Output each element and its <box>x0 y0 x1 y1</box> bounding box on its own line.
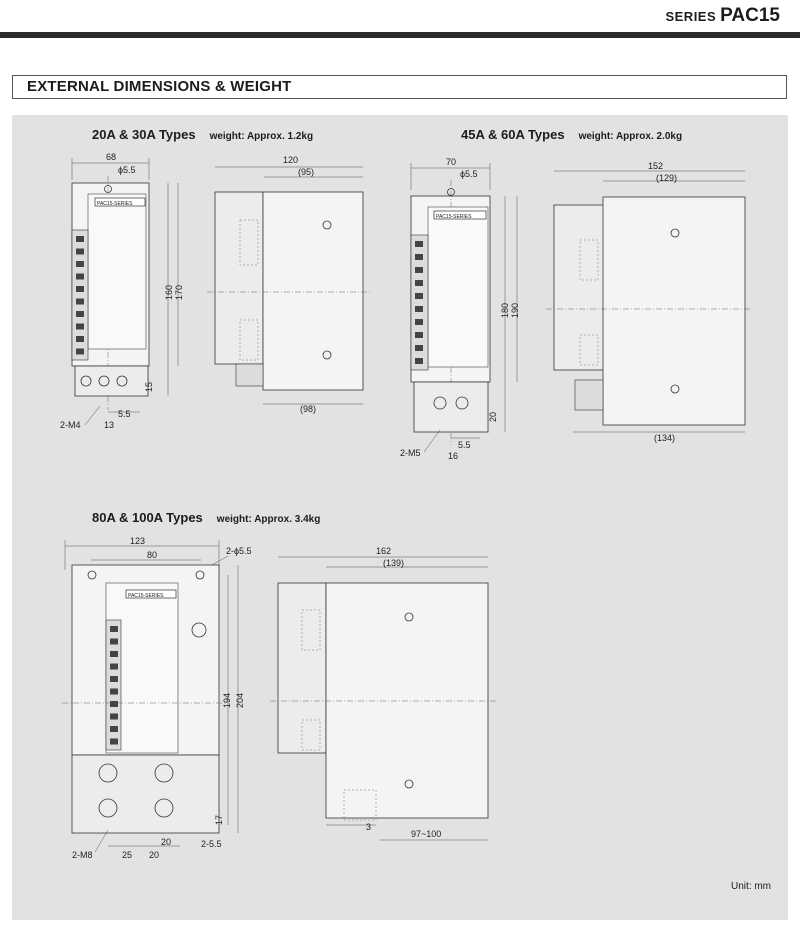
terminal-screw <box>110 726 118 732</box>
dim-20: 20 <box>488 411 498 422</box>
terminal-screw <box>76 236 84 242</box>
terminal-screw <box>415 254 423 260</box>
dim-inner: (95) <box>298 167 315 177</box>
dim-bottom: (134) <box>654 433 676 443</box>
dim-h1: 180 <box>500 302 510 318</box>
dim-inner: (129) <box>656 173 678 183</box>
terminal-screw <box>415 306 423 312</box>
terminal-screw <box>415 280 423 286</box>
front-view-80a-100a <box>62 536 252 860</box>
device-label: PAC15-SERIES <box>436 214 472 220</box>
terminal-screw <box>415 358 423 364</box>
terminal-screw <box>76 336 84 342</box>
screw-label: 2-M4 <box>60 420 81 430</box>
dim-h1: 160 <box>164 284 174 300</box>
dim-bottom: (98) <box>300 404 317 414</box>
dim-total: 152 <box>648 161 664 171</box>
type-name: 45A & 60A Types <box>461 127 565 142</box>
front-view-20a-30a <box>60 152 184 430</box>
dim-20-a: 20 <box>161 837 172 847</box>
device-label: PAC15-SERIES <box>128 593 164 599</box>
terminal-screw <box>110 626 118 632</box>
series-label: SERIES <box>665 9 717 24</box>
terminal-screw <box>76 261 84 267</box>
dim-20-b: 20 <box>149 850 160 860</box>
screw-label: 2-M5 <box>400 448 421 458</box>
dim-17: 17 <box>214 814 224 825</box>
terminal-screw <box>110 689 118 695</box>
terminal-screw <box>110 701 118 707</box>
dim-5-5: 5.5 <box>118 409 131 419</box>
terminal-screw <box>415 293 423 299</box>
dim-3: 3 <box>366 822 372 832</box>
terminal-screw <box>110 651 118 657</box>
dim-15: 15 <box>144 381 154 392</box>
dim-hole: ϕ5.5 <box>460 169 478 179</box>
terminal-screw <box>415 241 423 247</box>
dim-h1: 194 <box>222 692 232 708</box>
side-view-80a-100a <box>270 546 496 840</box>
dim-width: 123 <box>130 536 146 546</box>
terminal-screw <box>110 714 118 720</box>
dim-total: 120 <box>283 155 299 165</box>
weight-label: weight: Approx. 1.2kg <box>209 131 314 142</box>
dim-25: 25 <box>122 850 133 860</box>
terminal-screw <box>76 249 84 255</box>
model-label: PAC15 <box>720 5 780 26</box>
device-label: PAC15-SERIES <box>97 201 133 207</box>
side-view-20a-30a <box>207 155 370 414</box>
terminal-screw <box>110 739 118 745</box>
dim-13: 13 <box>104 420 115 430</box>
terminal-screw <box>76 286 84 292</box>
terminal-screw <box>415 267 423 273</box>
dim-hole: ϕ5.5 <box>118 165 136 175</box>
dim-range: 97~100 <box>411 829 442 839</box>
screw-label: 2-M8 <box>72 850 93 860</box>
dim-width: 70 <box>446 157 457 167</box>
terminal-screw <box>415 332 423 338</box>
terminal-screw <box>110 664 118 670</box>
type-name: 20A & 30A Types <box>92 127 196 142</box>
terminal-screw <box>76 299 84 305</box>
terminal-screw <box>76 349 84 355</box>
dim-hole: 2-ϕ5.5 <box>226 546 252 556</box>
dim-slot: 2-5.5 <box>201 839 222 849</box>
weight-label: weight: Approx. 3.4kg <box>216 514 321 525</box>
terminal-screw <box>76 311 84 317</box>
dim-inner: 80 <box>147 550 158 560</box>
terminal-screw <box>110 639 118 645</box>
dim-width: 68 <box>106 152 117 162</box>
dim-16: 16 <box>448 451 459 461</box>
dim-inner: (139) <box>383 558 405 568</box>
unit-note: Unit: mm <box>731 881 771 892</box>
terminal-screw <box>110 676 118 682</box>
terminal-screw <box>76 324 84 330</box>
dim-h2: 204 <box>235 692 245 708</box>
dim-5-5: 5.5 <box>458 440 471 450</box>
type-name: 80A & 100A Types <box>92 510 203 525</box>
dim-h2: 190 <box>510 302 520 318</box>
terminal-screw <box>415 345 423 351</box>
section-title: EXTERNAL DIMENSIONS & WEIGHT <box>27 78 292 95</box>
weight-label: weight: Approx. 2.0kg <box>578 131 683 142</box>
front-view-45a-60a <box>400 157 520 461</box>
dim-h2: 170 <box>174 284 184 300</box>
dim-total: 162 <box>376 546 392 556</box>
side-view-45a-60a <box>546 161 752 443</box>
terminal-screw <box>415 319 423 325</box>
terminal-screw <box>76 274 84 280</box>
